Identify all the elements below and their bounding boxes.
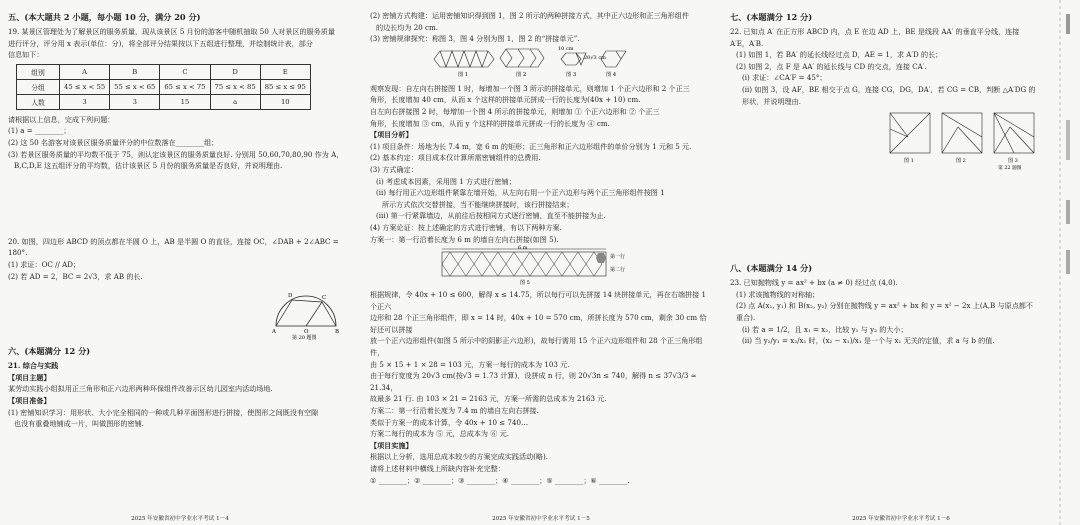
observe-line: 自左向右拼接图 2 时，每增加一个图 4 所示的拼接单元，则增加 ① 个正六边形和 ② 个正三 bbox=[370, 106, 660, 116]
observe-line: 观察发现：自左向右拼接图 1 时，每增加一个图 3 所示的拼接单元，则增加 1 个正六边形和 2 个正三 bbox=[370, 83, 690, 93]
section-5-heading: 五、(本大题共 2 小题，每小题 10 分，满分 20 分) bbox=[8, 12, 201, 22]
point-label: D bbox=[288, 293, 293, 300]
row-label: 第一行 bbox=[610, 254, 626, 261]
analysis-heading: 【项目分析】 bbox=[370, 130, 413, 140]
q21-title: 21. 综合与实践 bbox=[8, 361, 59, 371]
point-label: B bbox=[335, 329, 340, 336]
table-cell: C bbox=[160, 64, 210, 79]
square-figure-3 bbox=[994, 113, 1034, 153]
section-7-heading: 七、(本题满分 12 分) bbox=[730, 12, 813, 22]
figure-caption: 第 20 题图 bbox=[292, 335, 317, 341]
analysis-line: 所示方式依次交替拼接，当不能继续拼接时，该行拼接结束； bbox=[382, 199, 574, 209]
table-cell: 分组 bbox=[17, 79, 60, 94]
table-cell: 3 bbox=[60, 94, 110, 109]
table-header-row bbox=[17, 64, 311, 79]
dimension-label: 10 cm bbox=[558, 45, 574, 52]
table-cell: 3 bbox=[110, 94, 160, 109]
q20-line: (2) 若 AD = 2，BC = 2√3，求 AB 的长. bbox=[8, 271, 143, 281]
table-cell: 75 ≤ x < 85 bbox=[210, 79, 260, 94]
calc-line: 由 5 × 15 + 1 × 28 = 103 元，方案一每行的成本为 103 元. bbox=[370, 359, 570, 369]
point-label: O bbox=[304, 329, 309, 336]
impl-line: ① ________；② ________；③ ________；④ ________；⑤ ________；⑥ ________. bbox=[370, 475, 630, 485]
table-cell: 人数 bbox=[17, 94, 60, 109]
table-cell: 65 ≤ x < 75 bbox=[160, 79, 210, 94]
prep-line: (1) 密铺知识学习：用形状、大小完全相同的一种或几种平面图形进行拼接，使图形之间既没有空隙 bbox=[8, 407, 319, 417]
text-line: 的边长均为 20 cm. bbox=[376, 22, 438, 32]
calc-line: 类似于方案一的成本计算，令 40x + 10 ≤ 740… bbox=[370, 417, 529, 427]
q20-line: 20. 如图，四边形 ABCD 的顶点都在半圆 O 上，AB 是半圆 O 的直径，连接 OC，∠DAB + 2∠ABC = 180°. bbox=[8, 236, 339, 258]
calc-line: 方案二每行的成本为 ⑤ 元，总成本为 ⑥ 元. bbox=[370, 429, 509, 439]
table-row bbox=[17, 79, 311, 94]
exam-page-5 bbox=[362, 0, 720, 525]
dimension-label: 20√3 cm bbox=[584, 54, 606, 61]
row-label: 第二行 bbox=[610, 267, 626, 274]
answer-space bbox=[8, 172, 352, 236]
analysis-line: (i) 考虑成本因素，采用图 1 方式进行密铺； bbox=[376, 176, 516, 186]
figure-caption: 图 4 bbox=[606, 71, 617, 78]
table-cell: A bbox=[60, 64, 110, 79]
figure-caption: 图 5 bbox=[520, 280, 530, 286]
calc-line: 由于每行宽度为 20√3 cm(按√3 = 1.73 计算)，设拼成 n 行，则 20√3n ≤ 740，解得 n ≤ 37√3/3 ≈ 21.34， bbox=[370, 371, 697, 392]
table-cell: D bbox=[210, 64, 260, 79]
calc-line: 放一个正六边形组件(如图 5 所示中的阴影正六边形)，故每行需用 15 个正六边形组件和 28 个正三角形组件， bbox=[370, 336, 703, 358]
dimension-label: 6 m bbox=[518, 245, 528, 252]
square-figure-2 bbox=[942, 113, 982, 153]
observe-line: 角形，长度增加 ③ cm，从而 y 个这样的拼接单元拼成一行的长度为 ④ cm. bbox=[370, 118, 610, 128]
q23-line: (1) 求该抛物线的对称轴； bbox=[736, 289, 820, 299]
exam-page-4 bbox=[0, 0, 360, 525]
q19-line: (1) a = ________； bbox=[8, 126, 71, 136]
text-line: (2) 密铺方式构建：运用密铺知识得到图 1，图 2 所示的两种拼接方式，其中正六边形和正三角形组件 bbox=[370, 11, 689, 20]
score-table bbox=[16, 64, 311, 110]
q19-line: 19. 某景区管理处为了解景区的服务质量，现从该景区 5 月份的游客中随机抽取 50 人对景区的服务质量 bbox=[8, 27, 335, 36]
theme-heading: 【项目主题】 bbox=[8, 372, 51, 382]
figure-5 bbox=[370, 245, 710, 285]
q22-line: (i) 求证：∠CA′F = 45°； bbox=[742, 73, 827, 83]
q23-line: (ii) 当 y₂/y₁ = x₂/x₁ 时，(x₂ − x₁)/x₁ 是一个与 x₁ 无关的定值，求 a 与 b 的值. bbox=[742, 336, 995, 346]
q23-line: (i) 若 a = 1/2，且 x₁ = x₂，比较 y₁ 与 y₂ 的大小； bbox=[742, 324, 908, 334]
figure-1 bbox=[434, 51, 494, 67]
q19-line: (2) 这 50 名游客对该景区服务质量评分的中位数落在________组； bbox=[8, 137, 219, 147]
table-cell: B bbox=[110, 64, 160, 79]
table-cell: 10 bbox=[260, 94, 310, 109]
point-label: A bbox=[272, 329, 276, 336]
section-8-heading: 八、(本题满分 14 分) bbox=[730, 263, 813, 274]
calc-line: 根据规律，令 40x + 10 ≤ 600，解得 x ≤ 14.75，所以每行可以先拼接 14 块拼接单元，再在右端拼接 1 个正六 bbox=[370, 290, 706, 311]
q22-line: (2) 如图 2，点 F 是 AA′ 的延长线与 CD 的交点，连接 CA′. bbox=[736, 61, 927, 71]
q19-line: 请根据以上信息，完成下列问题： bbox=[8, 114, 115, 124]
page-footer: 2025 年安徽省初中学业水平考试 1－5 bbox=[492, 516, 590, 522]
figure-caption: 图 2 bbox=[956, 158, 966, 165]
figure-3 bbox=[561, 53, 586, 65]
q22-line: (ii) 如图 3，设 AF，BE 相交于点 G，连接 CG，DG，DA′，若 CG = CB，判断 △A′DG 的形状，并说明理由. bbox=[742, 84, 1036, 106]
q22-figures bbox=[730, 107, 1040, 171]
text-line: (3) 密铺规律探究：称图 3，图 4 分别为图 1，图 2 的“拼接单元”. bbox=[370, 34, 580, 44]
figure-2 bbox=[500, 49, 544, 67]
page-footer: 2025 年安徽省初中学业水平考试 1－6 bbox=[852, 516, 950, 522]
observe-line: 角形，长度增加 40 cm，从而 x 个这样的拼接单元拼成一行的长度为(40x + 10) cm. bbox=[370, 95, 641, 105]
q19-line: 进行评分，评分用 x 表示(单位：分)，将全部评分结果按以下五组进行整理，并绘制统计表，部分 bbox=[8, 38, 313, 48]
table-cell: E bbox=[260, 64, 310, 79]
table-cell: a bbox=[210, 94, 260, 109]
q20-line: (1) 求证：OC // AD； bbox=[8, 259, 81, 269]
tiling-figures bbox=[370, 45, 710, 79]
figure-caption: 图 3 bbox=[1008, 158, 1018, 165]
figure-title: 第 22 题图 bbox=[998, 166, 1022, 172]
table-row bbox=[17, 94, 311, 109]
q23-line: 23. 已知抛物线 y = ax² + bx (a ≠ 0) 经过点 (4,0). bbox=[730, 278, 898, 288]
figure-caption: 图 3 bbox=[566, 71, 577, 78]
q22-line: 22. 已知点 A′ 在正方形 ABCD 内，点 E 在边 AD 上，BE 是线段 AA′ 的垂直平分线，连接 A′E，A′B. bbox=[730, 27, 1020, 48]
analysis-line: (1) 项目条件：场地为长 7.4 m，宽 6 m 的矩形；正三角形和正六边形组件的单价分别为 1 元和 5 元. bbox=[370, 141, 692, 151]
q22-line: (1) 如图 1，若 BA′ 的延长线经过点 D，AE = 1，求 A′D 的长； bbox=[736, 50, 943, 60]
semicircle-figure bbox=[270, 282, 342, 340]
analysis-line: (4) 方案论证：按上述确定的方式进行密铺，有以下两种方案. bbox=[370, 222, 562, 232]
impl-heading: 【项目实施】 bbox=[370, 440, 413, 450]
q19-line: (3) 若景区服务质量的平均数不低于 75，则认定该景区的服务质量良好. 分别用 50,60,70,80,90 作为 A， bbox=[8, 149, 344, 159]
impl-line: 根据以上分析，选用总成本较少的方案完成实践活动(略). bbox=[370, 452, 549, 462]
answer-space bbox=[730, 175, 1040, 261]
table-cell: 85 ≤ x ≤ 95 bbox=[260, 79, 310, 94]
point-label: C bbox=[322, 295, 327, 302]
table-cell: 45 ≤ x < 55 bbox=[60, 79, 110, 94]
theme-text: 某劳动实践小组拟用正三角形和正六边形两种环保组件改善示区幼儿园室内活动场地. bbox=[8, 384, 273, 394]
analysis-line: (iii) 第一行紧靠墙边，从前往后按相同方式逐行密铺，直至不能拼接为止. bbox=[376, 211, 606, 221]
q19-line: 信息如下： bbox=[8, 50, 44, 60]
table-cell: 组别 bbox=[17, 64, 60, 79]
q23-line: (2) 点 A(x₁, y₁) 和 B(x₂, y₂) 分别在抛物线 y = ax² + bx 和 y = x² − 2x 上(A,B 与原点都不重合). bbox=[736, 301, 1033, 322]
analysis-line: (ii) 每行用正六边形组件紧靠左墙开始，从左向右用一个正六边形与两个正三角形组件按图 1 bbox=[376, 188, 665, 198]
table-cell: 55 ≤ x < 65 bbox=[110, 79, 160, 94]
figure-caption: 图 2 bbox=[516, 71, 527, 78]
calc-line: 边形和 28 个正三角形组件，即 x = 14 时，40x + 10 = 570 cm，所拼长度为 570 cm，剩余 30 cm 恰好还可以拼接 bbox=[370, 313, 707, 334]
section-6-heading: 六、(本题满分 12 分) bbox=[8, 346, 91, 357]
prep-line: 也没有重叠地铺成一片，叫做图形的密铺. bbox=[14, 419, 144, 429]
calc-line: 方案二：第一行沿着长度为 7.4 m 的墙自左向右拼接. bbox=[370, 406, 539, 416]
q19-line: B,C,D,E 这五组评分的平均数，估计该景区 5 月份的服务质量是否良好，并说明理由. bbox=[14, 161, 283, 171]
analysis-line: (2) 基本约定：项目成本仅计算所需密铺组件的总费用. bbox=[370, 153, 541, 163]
q20-answer-area bbox=[8, 282, 352, 344]
table-cell: 15 bbox=[160, 94, 210, 109]
page-footer: 2025 年安徽省初中学业水平考试 1－4 bbox=[131, 516, 229, 522]
figure-caption: 图 1 bbox=[904, 158, 914, 165]
square-figure-1 bbox=[890, 113, 930, 153]
calc-line: 故最多 21 行. 由 103 × 21 = 2163 元，方案一所需的总成本为 2163 元. bbox=[370, 394, 607, 404]
impl-line: 请将上述材料中横线上所缺内容补充完整： bbox=[370, 464, 505, 473]
binding-margin bbox=[1040, 0, 1080, 525]
exam-page-6 bbox=[722, 0, 1080, 525]
prep-heading: 【项目准备】 bbox=[8, 395, 51, 405]
plan-1: 方案一：第一行沿着长度为 6 m 的墙自左向右拼接(如图 5). bbox=[370, 234, 559, 244]
analysis-line: (3) 方式确定： bbox=[370, 164, 418, 174]
figure-caption: 图 1 bbox=[458, 71, 469, 78]
